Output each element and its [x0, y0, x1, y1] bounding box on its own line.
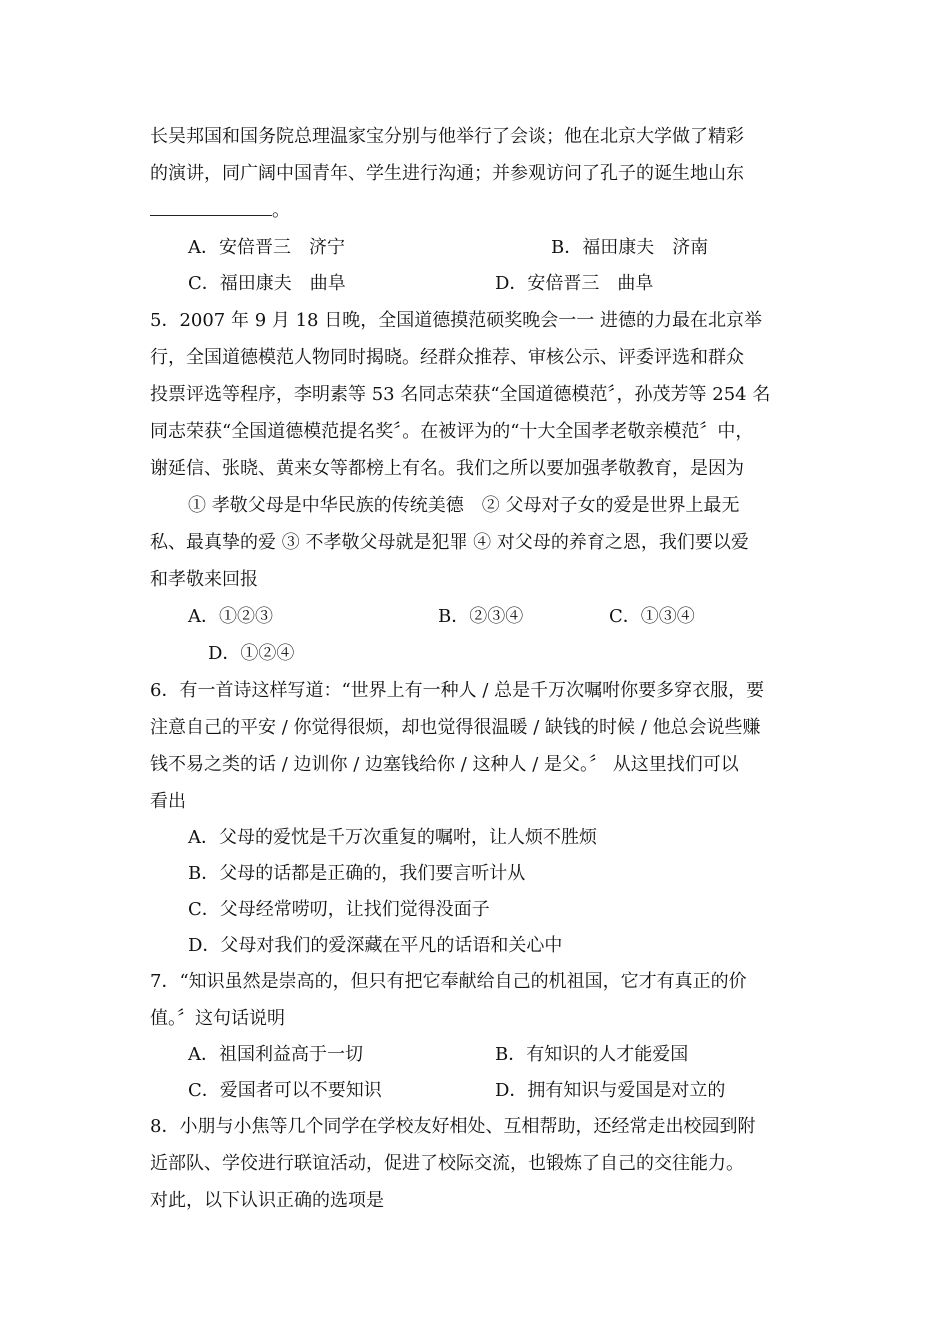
q8-text-line: 近部队、学佼进行联谊活动，促进了校际交流，也锻炼了自己的交往能力。	[150, 1153, 744, 1174]
q5-text-line: 行，全国道德模范人物同时揭晓。经群众推荐、审核公示、评委评选和群众	[150, 347, 744, 368]
q5-text-line: 5．2007 年 9 月 18 日晚，全国道德摸范硕奖晚会一一 进德的力最在北京举	[150, 310, 762, 331]
q5-statement-line: 和孝敬来回报	[150, 569, 258, 590]
q5-statement-line: ① 孝敬父母是中华民族的传统美德 ② 父母对子女的爱是世界上最无	[188, 495, 740, 516]
q7-text-line: 7．“知识虽然是崇高的，但只有把它奉献给自己的机祖国，它才有真正的价	[150, 971, 747, 992]
answer-blank	[150, 200, 272, 216]
q7-option-b: B．有知识的人才能爱国	[495, 1044, 689, 1065]
q6-option-b: B．父母的话都是正确的，我们要言听计从	[188, 863, 526, 884]
q6-text-line: 6．有一首诗这样写道：“世界上有一种人 / 总是千万次嘱咐你要多穿衣服，要	[150, 680, 765, 701]
q7-option-c: C．爱国者可以不要知识	[188, 1080, 382, 1101]
q6-text-line: 钱不易之类的话 / 边训你 / 边塞钱给你 / 这种人 / 是父。〞 从这里找们可以	[150, 754, 739, 775]
q4-line-end: 。	[272, 200, 290, 221]
q5-option-c: C．①③④	[609, 606, 695, 627]
q4-answer-blank-line	[150, 199, 290, 223]
q6-option-d: D．父母对我们的爱深藏在平凡的话语和关心中	[188, 935, 563, 956]
q4-option-a: A．安倍晋三 济宁	[188, 237, 345, 258]
q4-text-line-2: 的演讲，同广阔中国青年、学生进行沟通；并参观访问了孔子的诞生地山东	[150, 163, 744, 184]
q5-option-b: B．②③④	[438, 606, 524, 627]
q6-text-line: 看出	[150, 791, 186, 812]
q8-text-line: 8．小朋与小焦等几个同学在学校友好相处、互相帮助，还经常走出校园到附	[150, 1116, 756, 1137]
q4-option-c: C．福田康夫 曲阜	[188, 273, 346, 294]
q6-option-a: A．父母的爱忱是千万次重复的嘱咐，让人烦不胜烦	[188, 827, 597, 848]
q5-option-d: D．①②④	[208, 643, 295, 664]
q5-text-line: 谢延信、张晓、黄来女等都榜上有名。我们之所以要加强孝敬教育，是因为	[150, 458, 744, 479]
q5-statement-line: 私、最真挚的爱 ③ 不孝敬父母就是犯罪 ④ 对父母的养育之恩，我们要以爱	[150, 532, 749, 553]
q5-text-line: 投票评选等程序，李明素等 53 名同志荣获“全国道德模范〞，孙茂芳等 254 名	[150, 384, 771, 405]
q6-option-c: C．父母经常唠叨，让找们觉得没面子	[188, 899, 490, 920]
q4-option-d: D．安倍晋三 曲阜	[495, 273, 654, 294]
q6-text-line: 注意自己的平安 / 你觉得很烦，却也觉得很温暖 / 缺钱的时候 / 他总会说些赚	[150, 717, 761, 738]
q7-option-a: A．祖国利益高于一切	[188, 1044, 363, 1065]
q7-option-d: D．拥有知识与爱国是对立的	[495, 1080, 726, 1101]
q5-text-line: 同志荣获“全国道德模范提名奖〞。在被评为的“十大全国孝老敬亲模范〞中，	[150, 421, 754, 442]
q5-option-a: A．①②③	[188, 606, 273, 627]
q4-option-b: B．福田康夫 济南	[551, 237, 709, 258]
q8-text-line: 对此，以下认识正确的选项是	[150, 1190, 384, 1211]
q7-text-line: 值。〞这句话说明	[150, 1008, 285, 1029]
q4-text-line-1: 长吴邦国和国务院总理温家宝分别与他举行了会谈；他在北京大学做了精彩	[150, 126, 744, 147]
